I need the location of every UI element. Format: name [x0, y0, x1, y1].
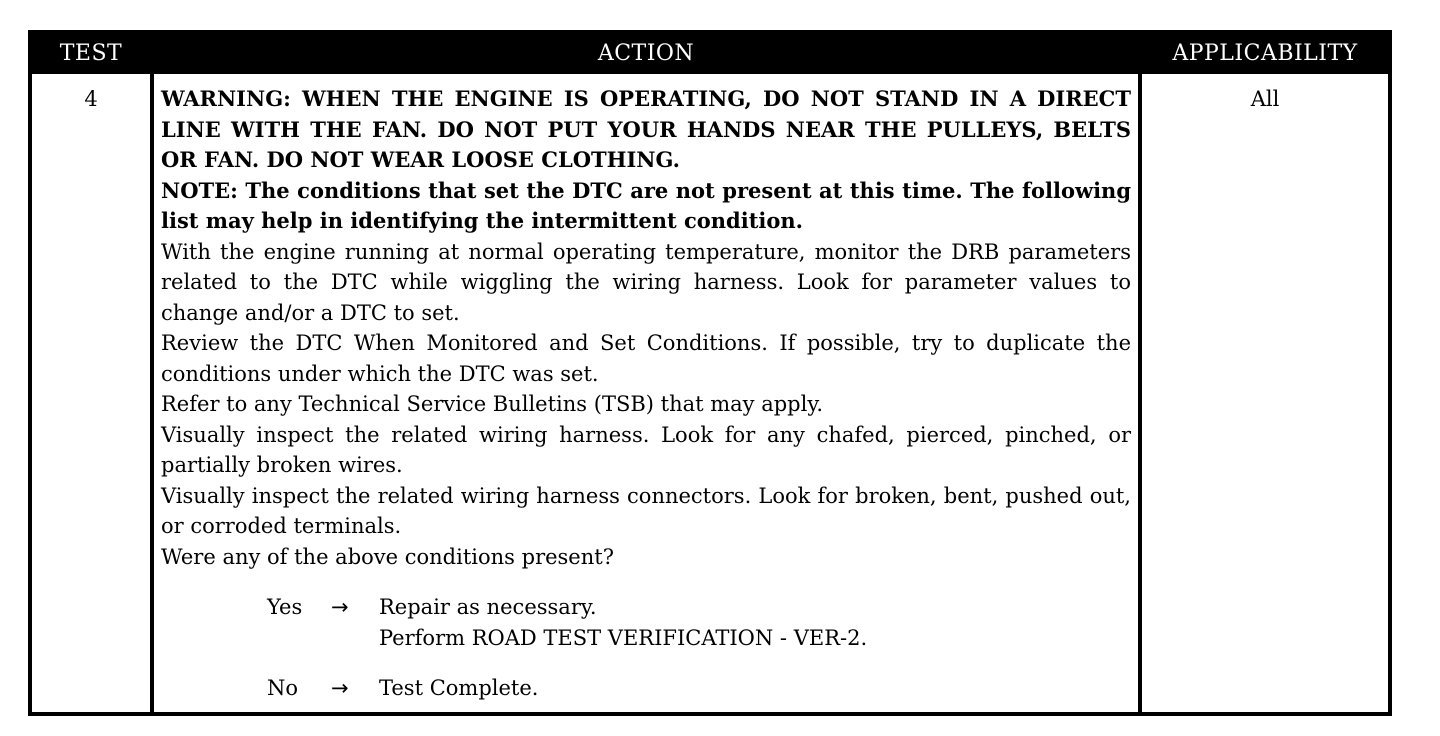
right-arrow-icon: → [331, 595, 349, 619]
right-arrow-icon: → [331, 676, 349, 700]
header-test: TEST [59, 41, 123, 66]
no-label: No [267, 676, 299, 700]
no-line-1: Test Complete. [379, 676, 539, 700]
no-result [267, 673, 1131, 703]
yes-result [267, 592, 1131, 653]
action-paragraph: Review the DTC When Monitored and Set Conditions. If possible, try to duplicate the conditions under which the DTC was set. [161, 331, 1131, 386]
action-paragraph: With the engine running at normal operating temperature, monitor the DRB parameters related to the DTC while wiggling the wiring harness. Look for parameter values to change and/or a DTC to set. [161, 239, 1131, 325]
header-action: ACTION [597, 41, 695, 66]
column-divider [150, 74, 154, 712]
warning-text: WARNING: WHEN THE ENGINE IS OPERATING, DO NOT STAND IN A DIRECT LINE WITH THE FAN. DO NOT PUT YOUR HANDS NEAR THE PULLEYS, BELTS OR FAN. DO NOT WEAR LOOSE CLOTHING. [161, 86, 1131, 172]
action-paragraph: Visually inspect the related wiring harness connectors. Look for broken, bent, pushed out, or corroded terminals. [161, 483, 1131, 538]
diagnostic-test-table [28, 30, 1392, 716]
action-cell [161, 84, 1131, 703]
applicability-value: All [1250, 87, 1280, 111]
column-divider [1138, 74, 1142, 712]
yes-line-2: Perform ROAD TEST VERIFICATION - VER-2. [379, 625, 868, 650]
yes-label: Yes [267, 595, 303, 619]
header-applicability: APPLICABILITY [1172, 41, 1358, 66]
table-header [32, 34, 1388, 74]
action-paragraph: Refer to any Technical Service Bulletins (TSB) that may apply. [161, 392, 824, 416]
note-text: NOTE: The conditions that set the DTC are not present at this time. The following list may help in identifying the intermittent condition. [161, 177, 1131, 233]
test-number: 4 [84, 87, 98, 111]
yes-action-text [379, 592, 1079, 653]
no-action-text [379, 673, 1079, 704]
question-text: Were any of the above conditions present? [161, 544, 614, 569]
action-paragraph: Visually inspect the related wiring harness. Look for any chafed, pierced, pinched, or partially broken wires. [161, 422, 1131, 477]
spacer [161, 572, 1131, 592]
yes-line-1: Repair as necessary. [379, 595, 597, 619]
